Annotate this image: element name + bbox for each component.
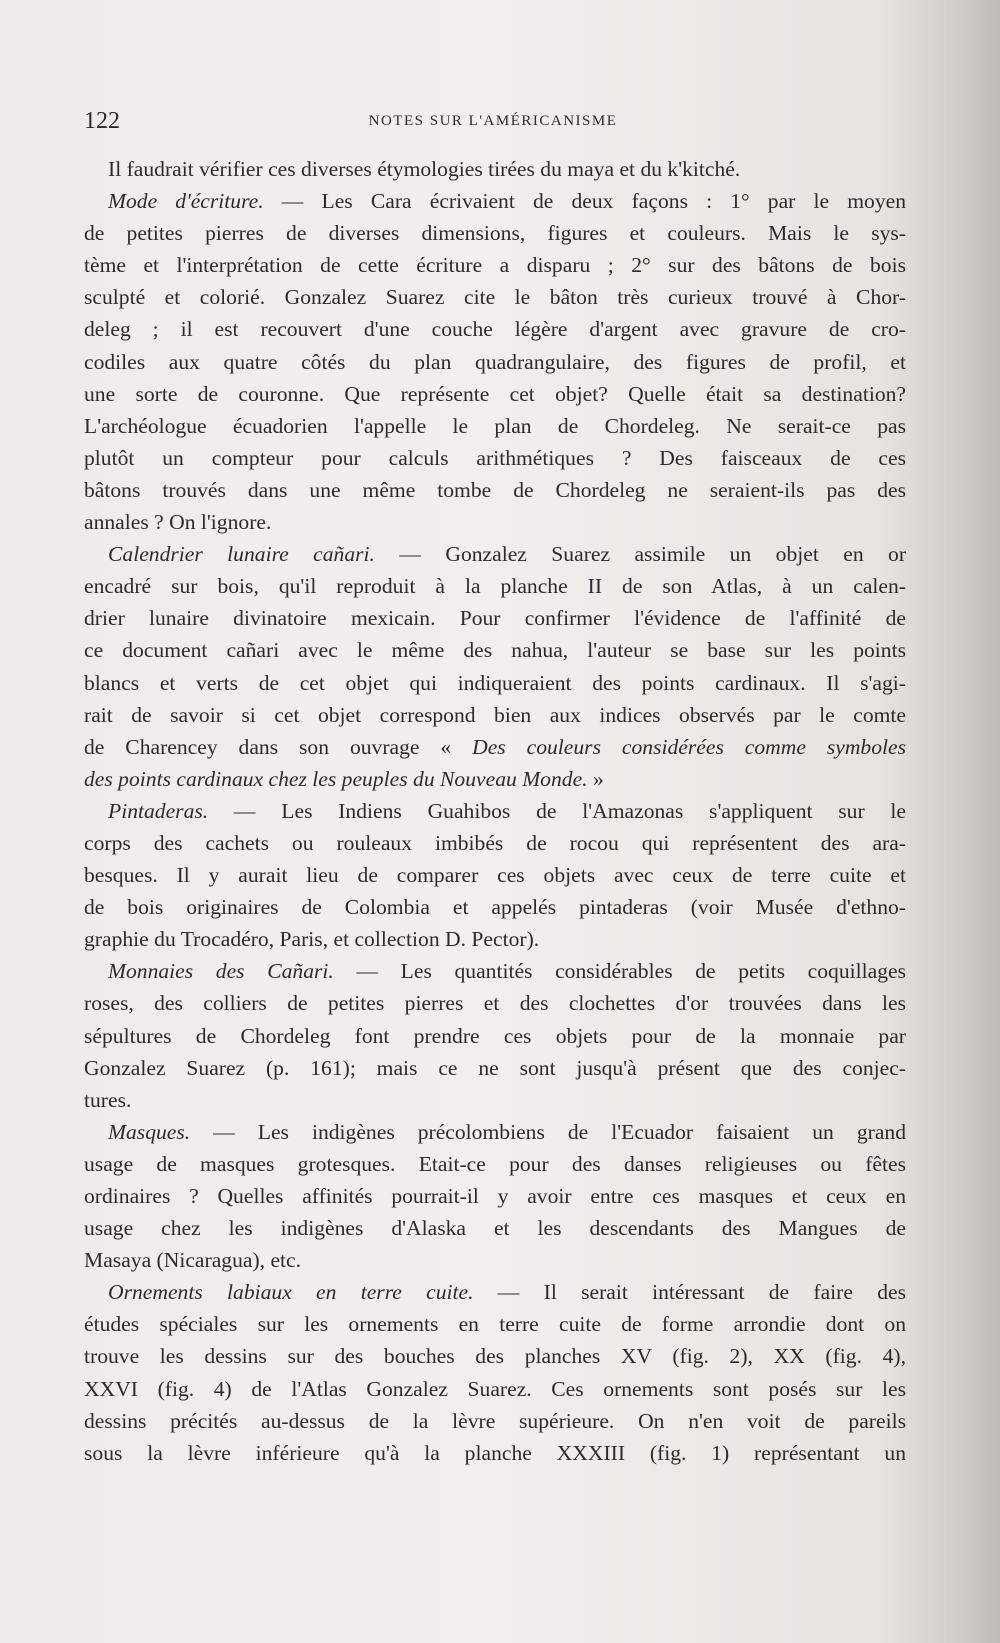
text-segment: blancs et verts de cet objet qui indiqueraient des points cardinaux. Il s'agi- (84, 670, 906, 695)
text-line (84, 1020, 906, 1052)
italic-heading: Ornements labiaux en terre cuite. (108, 1280, 474, 1305)
text-line (84, 1308, 906, 1340)
text-line (84, 346, 906, 378)
text-line (84, 859, 906, 891)
text-line (84, 1340, 906, 1372)
text-segment: de Charencey dans son ouvrage « (84, 734, 473, 759)
text-segment: annales ? On l'ignore. (84, 510, 272, 535)
text-segment: codiles aux quatre côtés du plan quadrangulaire, des figures de profil, et (84, 349, 906, 374)
text-segment: sculpté et colorié. Gonzalez Suarez cite le bâton très curieux trouvé à Chor- (84, 285, 906, 310)
text-segment: — Les Cara écrivaient de deux façons : 1° par le moyen (263, 189, 906, 214)
text-line (84, 1405, 906, 1437)
text-line (84, 827, 906, 859)
text-line (84, 987, 906, 1019)
text-segment: — Il serait intéressant de faire des (473, 1280, 906, 1305)
text-segment: bâtons trouvés dans une même tombe de Chordeleg ne seraient-ils pas des (84, 477, 906, 502)
text-line (84, 1437, 906, 1469)
text-line (84, 955, 906, 987)
text-line (84, 1244, 906, 1276)
italic-heading: Masques. (108, 1119, 191, 1144)
text-line (84, 1373, 906, 1405)
text-segment: plutôt un compteur pour calculs arithmétiques ? Des faisceaux de ces (84, 445, 906, 470)
page-number: 122 (84, 108, 120, 134)
text-segment: trouve les dessins sur des bouches des planches XV (fig. 2), XX (fig. 4), (84, 1344, 906, 1369)
italic-heading: Pintaderas. (108, 798, 209, 823)
text-line (84, 634, 906, 666)
italic-heading: Mode d'écriture. (108, 189, 264, 214)
text-line (84, 313, 906, 345)
text-line (84, 1180, 906, 1212)
text-segment: Masaya (Nicaragua), etc. (84, 1248, 302, 1273)
text-segment: — Les indigènes précolombiens de l'Ecuador faisaient un grand (190, 1119, 906, 1144)
text-segment: graphie du Trocadéro, Paris, et collection D. Pector). (84, 927, 540, 952)
italic-heading: Calendrier lunaire cañari. (108, 542, 375, 567)
text-segment: corps des cachets ou rouleaux imbibés de rocou qui représentent des ara- (84, 830, 906, 855)
text-line (84, 249, 906, 281)
text-segment: tures. (84, 1087, 132, 1112)
text-segment: ordinaires ? Quelles affinités pourrait-il y avoir entre ces masques et ceux en (84, 1184, 906, 1208)
text-line (84, 281, 906, 313)
text-segment: — Les quantités considérables de petits coquillages (333, 959, 906, 984)
text-segment: XXVI (fig. 4) de l'Atlas Gonzalez Suarez. Ces ornements sont posés sur les (84, 1376, 906, 1401)
text-line (84, 538, 906, 570)
text-segment: — Gonzalez Suarez assimile un objet en or (374, 542, 906, 567)
text-line (84, 410, 906, 442)
text-line (84, 763, 906, 795)
text-line (84, 923, 906, 955)
text-segment: dessins précités au-dessus de la lèvre supérieure. On n'en voit de pareils (84, 1408, 906, 1433)
text-line (84, 699, 906, 731)
running-title: NOTES SUR L'AMÉRICANISME (368, 113, 618, 129)
text-segment: — Les Indiens Guahibos de l'Amazonas s'appliquent sur le (208, 798, 906, 823)
body-text (84, 153, 906, 1469)
text-line (84, 442, 906, 474)
text-segment: » (587, 766, 604, 791)
text-line (84, 1148, 906, 1180)
text-segment: de petites pierres de diverses dimensions, figures et couleurs. Mais le sys- (84, 221, 906, 246)
text-segment: besques. Il y aurait lieu de comparer ces objets avec ceux de terre cuite et (84, 863, 906, 888)
text-segment: usage de masques grotesques. Etait-ce pour des danses religieuses ou fêtes (84, 1151, 906, 1176)
text-segment: deleg ; il est recouvert d'une couche légère d'argent avec gravure de cro- (84, 317, 906, 342)
text-segment: ce document cañari avec le même des nahua, l'auteur se base sur les points (84, 638, 906, 663)
text-line (84, 506, 906, 538)
italic-heading: Des couleurs considérées comme symboles (472, 734, 906, 759)
italic-heading: des points cardinaux chez les peuples du Nouveau Monde. (84, 766, 588, 791)
text-line (84, 474, 906, 506)
text-line (84, 570, 906, 602)
text-segment: drier lunaire divinatoire mexicain. Pour confirmer l'évidence de l'affinité de (84, 606, 906, 631)
text-segment: encadré sur bois, qu'il reproduit à la planche II de son Atlas, à un calen- (84, 574, 906, 599)
text-segment: L'archéologue écuadorien l'appelle le plan de Chordeleg. Ne serait-ce pas (84, 413, 906, 438)
text-line (84, 731, 906, 763)
text-line (84, 1276, 906, 1308)
text-segment: Il faudrait vérifier ces diverses étymologies tirées du maya et du k'kitché. (108, 157, 741, 181)
italic-heading: Monnaies des Cañari. (108, 959, 334, 984)
text-line (84, 602, 906, 634)
text-segment: de bois originaires de Colombia et appelés pintaderas (voir Musée d'ethno- (84, 895, 906, 920)
text-segment: études spéciales sur les ornements en terre cuite de forme arrondie dont on (84, 1312, 906, 1337)
text-segment: une sorte de couronne. Que représente cet objet? Quelle était sa destination? (84, 381, 906, 406)
text-segment: tème et l'interprétation de cette écriture a disparu ; 2° sur des bâtons de bois (84, 253, 906, 278)
text-line (84, 378, 906, 410)
text-segment: sépultures de Chordeleg font prendre ces objets pour de la monnaie par (84, 1023, 906, 1048)
text-segment: Gonzalez Suarez (p. 161); mais ce ne sont jusqu'à présent que des conjec- (84, 1055, 906, 1080)
text-line (84, 1116, 906, 1148)
text-line (84, 185, 906, 217)
text-segment: rait de savoir si cet objet correspond bien aux indices observés par le comte (84, 702, 906, 727)
text-line (84, 1084, 906, 1116)
text-segment: sous la lèvre inférieure qu'à la planche XXXIII (fig. 1) représentant un (84, 1440, 906, 1465)
text-line (84, 1212, 906, 1244)
text-segment: roses, des colliers de petites pierres et des clochettes d'or trouvées dans les (84, 991, 906, 1016)
text-line (84, 795, 906, 827)
page-header (84, 108, 902, 138)
text-line (84, 1052, 906, 1084)
text-segment: usage chez les indigènes d'Alaska et les descendants des Mangues de (84, 1216, 906, 1241)
text-line (84, 153, 906, 185)
text-line (84, 891, 906, 923)
text-line (84, 217, 906, 249)
text-line (84, 667, 906, 699)
